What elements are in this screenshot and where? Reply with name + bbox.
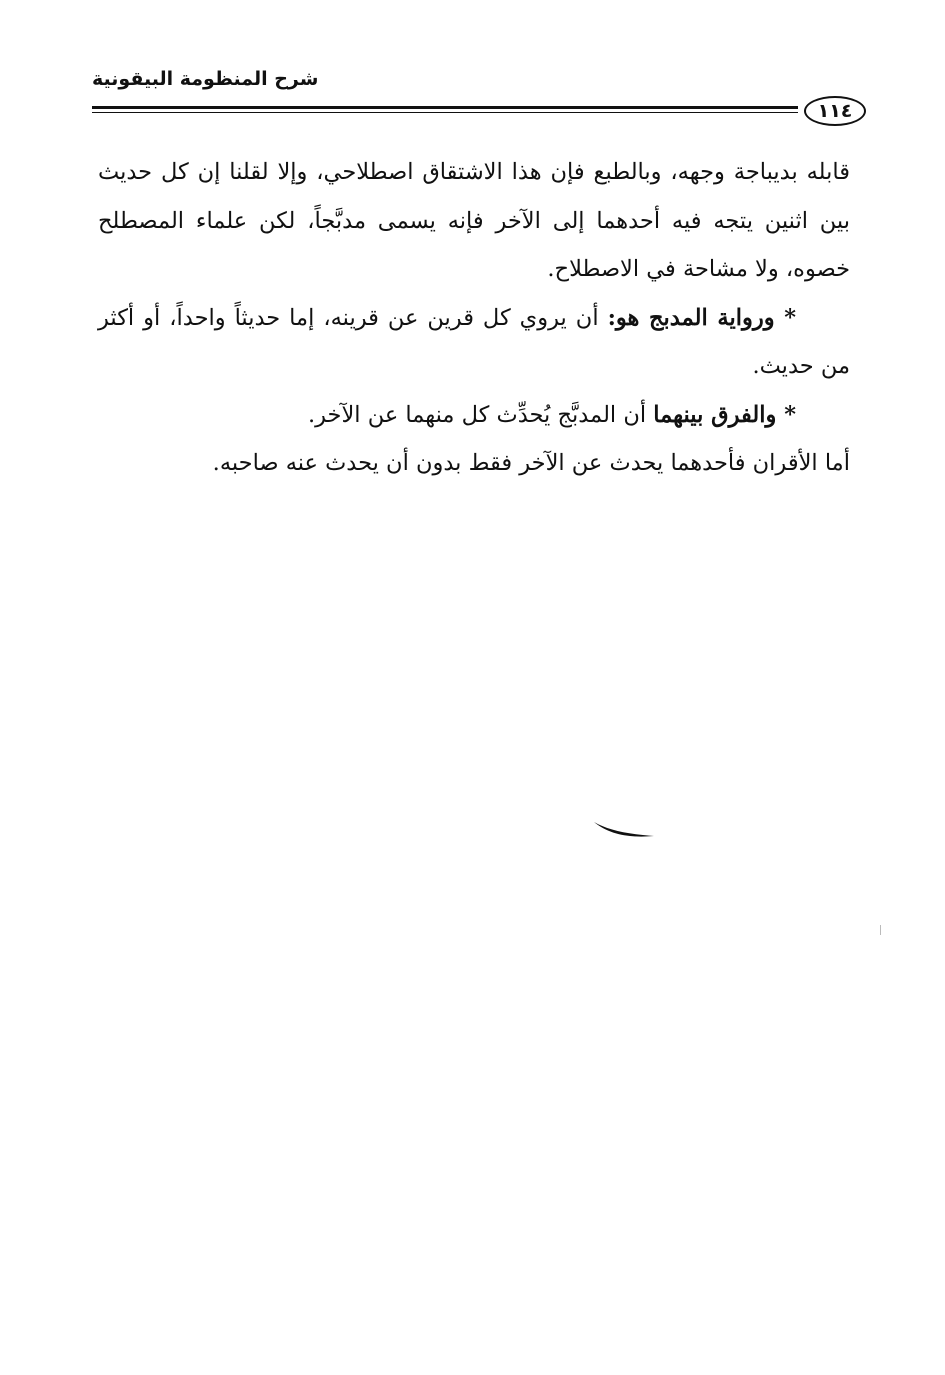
paragraph-4: أما الأقران فأحدهما يحدث عن الآخر فقط بدون أن يحدث عنه صاحبه. bbox=[212, 450, 850, 476]
page-header bbox=[92, 68, 872, 128]
paragraph-2-lead: * ورواية المدبج هو: bbox=[607, 304, 796, 331]
paragraph-2-text: أن يروي كل قرين عن قرينه، إما حديثاً واحداً، أو أكثر من حديث. bbox=[98, 304, 850, 379]
page-body bbox=[98, 148, 850, 488]
running-title: شرح المنظومة البيقونية bbox=[92, 68, 319, 90]
page-number: ١١٤ bbox=[804, 96, 866, 126]
paragraph-3-lead: * والفرق بينهما bbox=[653, 401, 796, 428]
header-rule bbox=[92, 106, 798, 109]
margin-mark bbox=[880, 925, 881, 935]
paragraph-3 bbox=[98, 391, 850, 440]
header-rule-thin bbox=[92, 112, 798, 113]
end-of-section-ornament-icon bbox=[590, 818, 660, 844]
paragraph-3-text: أن المدبَّج يُحدِّث كل منهما عن الآخر. bbox=[307, 401, 654, 428]
paragraph-1: قابله بديباجة وجهه، وبالطبع فإن هذا الاشتقاق اصطلاحي، وإلا لقلنا إن كل حديث بين اثنين يتجه فيه أحدهما إلى الآخر فإنه يسمى مدبَّجاً، لكن علماء المصطلح خصوه، ولا مشاحة في الاصطلاح. bbox=[98, 159, 850, 282]
paragraph-2 bbox=[98, 294, 850, 391]
